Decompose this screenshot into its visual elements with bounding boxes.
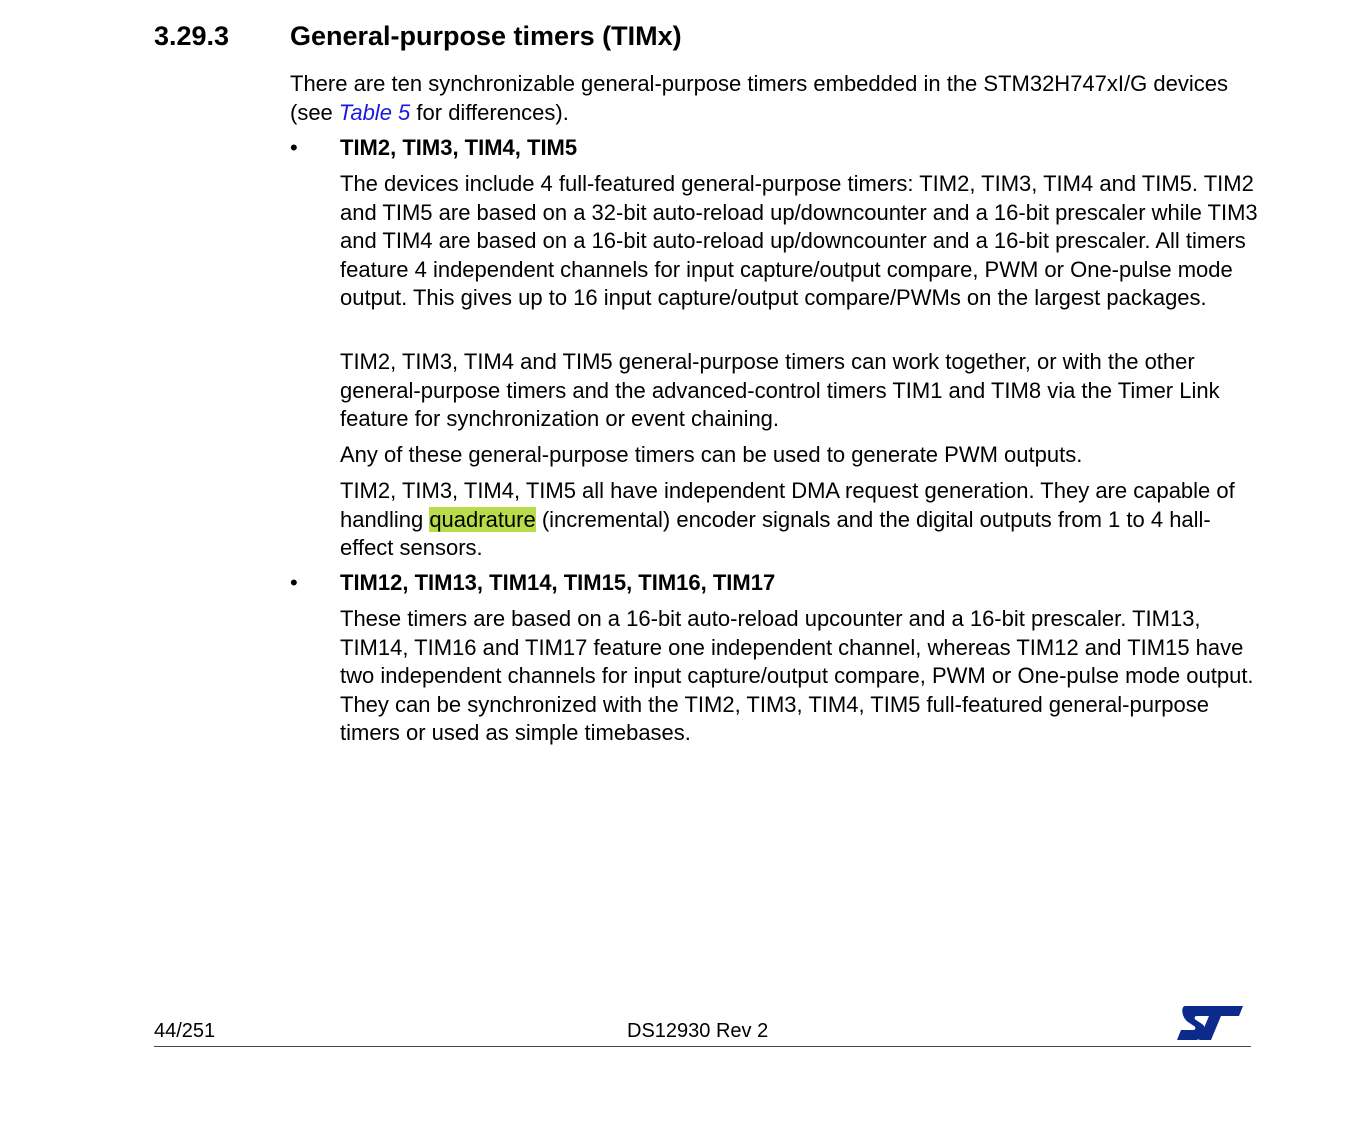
bullet-heading-tim2-5: TIM2, TIM3, TIM4, TIM5	[340, 135, 578, 160]
bullet-heading-tim12-17: TIM12, TIM13, TIM14, TIM15, TIM16, TIM17	[340, 570, 776, 595]
document-revision: DS12930 Rev 2	[627, 1020, 769, 1042]
intro-text-start: There are ten synchronizable general-purpose timers embedded in the STM32H747xI/G devices (see	[290, 71, 1228, 125]
dma-text-start: TIM2, TIM3, TIM4, TIM5 all have independent DMA request generation. They are capable of handling	[340, 478, 1235, 532]
intro-text-end: for differences).	[410, 99, 569, 125]
paragraph-tim2-5-overview: The devices include 4 full-featured general-purpose timers: TIM2, TIM3, TIM4 and TIM5. TIM2 and TIM5 are based on a 32-bit auto-reload up/downcounter and a 16-bit prescaler while TIM3 and TIM4 are based on a 16-bit auto-reload up/downcounter and a 16-bit prescaler. All timers feature 4 independent channels for input capture/output compare, PWM or One-pulse mode output. This gives up to 16 input capture/output compare/PWMs on the largest packages.	[340, 171, 1258, 311]
table-5-link[interactable]: Table 5	[338, 99, 411, 125]
dma-text-end: (incremental) encoder signals and the digital outputs from 1 to 4 hall-effect sensors.	[340, 506, 1211, 561]
paragraph-tim2-5-dma	[340, 477, 1260, 563]
bullet-marker: •	[290, 135, 298, 160]
section-number: 3.29.3	[154, 21, 230, 51]
paragraph-tim2-5-timer-link: TIM2, TIM3, TIM4 and TIM5 general-purpose timers can work together, or with the other general-purpose timers and the advanced-control timers TIM1 and TIM8 via the Timer Link feature for synchronization or event chaining.	[340, 349, 1220, 432]
page-number: 44/251	[154, 1020, 216, 1042]
st-logo-icon	[1175, 1004, 1245, 1042]
footer-divider	[154, 1046, 1251, 1047]
search-highlight: quadrature	[429, 506, 536, 532]
section-title: General-purpose timers (TIMx)	[290, 21, 682, 51]
paragraph-tim2-5-pwm: Any of these general-purpose timers can be used to generate PWM outputs.	[340, 442, 1083, 467]
bullet-marker: •	[290, 570, 298, 595]
paragraph-tim12-17-overview: These timers are based on a 16-bit auto-reload upcounter and a 16-bit prescaler. TIM13, TIM14, TIM16 and TIM17 feature one independent channel, whereas TIM12 and TIM15 have two independent channels for input capture/output compare, PWM or One-pulse mode output. They can be synchronized with the TIM2, TIM3, TIM4, TIM5 full-featured general-purpose timers or used as simple timebases.	[340, 606, 1254, 746]
intro-paragraph	[290, 70, 1270, 127]
